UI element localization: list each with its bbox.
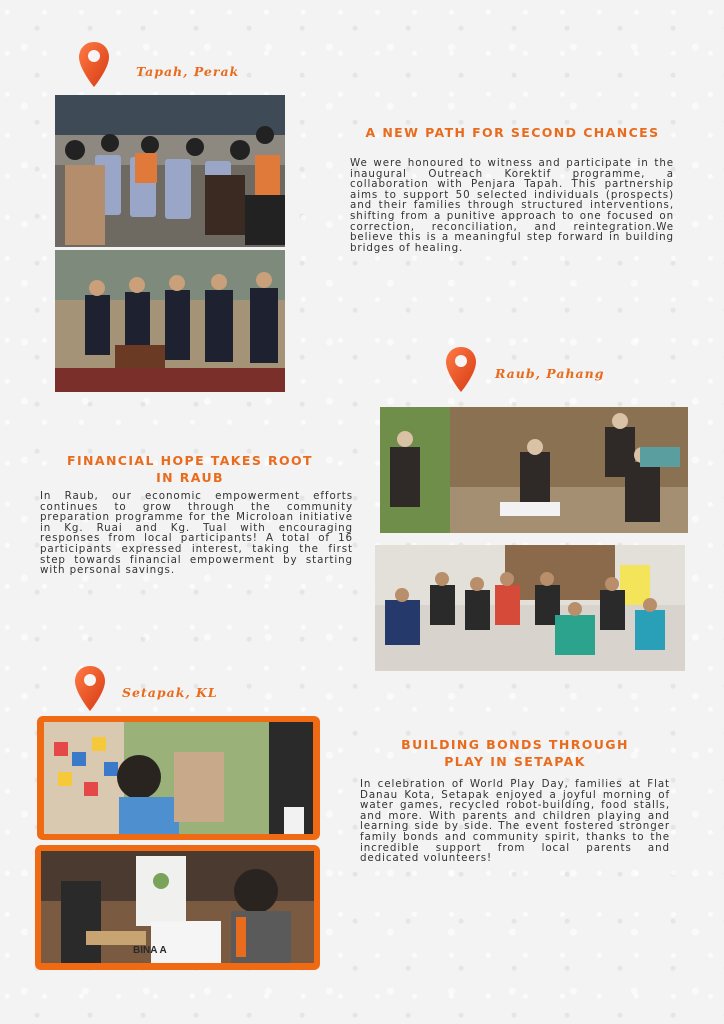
section-title-line: IN RAUB [156, 470, 224, 485]
section-title: A NEW PATH FOR SECOND CHANCES [365, 125, 660, 140]
location-label: Setapak, KL [122, 685, 218, 700]
section-title-line: BUILDING BONDS THROUGH [401, 737, 629, 752]
section-body: We were honoured to witness and participate in the inaugural Outreach Korektif programme, a collaboration with Penjara Tapah. This partnership aims to support 50 selected individuals (prospects) and their families through structured interventions, shifting from a punitive approach to one focused on correction, reconciliation, and reintegration.We believe this is a meaningful step forward in building bridges of healing. [350, 157, 674, 254]
location-pin-icon [77, 40, 111, 90]
photo-setapak-robot [41, 851, 314, 963]
section-title [380, 736, 650, 770]
photo-audience [55, 95, 285, 247]
banner-text: BINA A [133, 945, 167, 956]
photo-officials [55, 250, 285, 392]
section-body: In Raub, our economic empowerment efforts continues to grow through the community preparation programme for the Microloan initiative in Kg. Ruai and Kg. Tual with encouraging responses from local participants! A total of 16 participants expressed interest, taking the first step towards financial empowerment by starting with personal savings. [40, 490, 353, 577]
photo-setapak-toys [44, 722, 313, 834]
location-pin-icon [444, 345, 478, 395]
location-label: Raub, Pahang [495, 366, 605, 381]
photo-raub-hut [380, 407, 688, 533]
section-title-line: PLAY IN SETAPAK [444, 754, 586, 769]
section-title-line: FINANCIAL HOPE TAKES ROOT [67, 453, 313, 468]
photo-raub-floor [375, 545, 685, 671]
section-title [40, 452, 340, 486]
location-label: Tapah, Perak [136, 64, 240, 79]
location-pin-icon [73, 664, 107, 714]
section-body: In celebration of World Play Day, families at Flat Danau Kota, Setapak enjoyed a joyful morning of water games, recycled robot-building, food stalls, and more. With parents and children playing and learning side by side. The event fostered stronger family bonds and community spirit, thanks to the incredible support from local parents and dedicated volunteers! [360, 778, 670, 865]
